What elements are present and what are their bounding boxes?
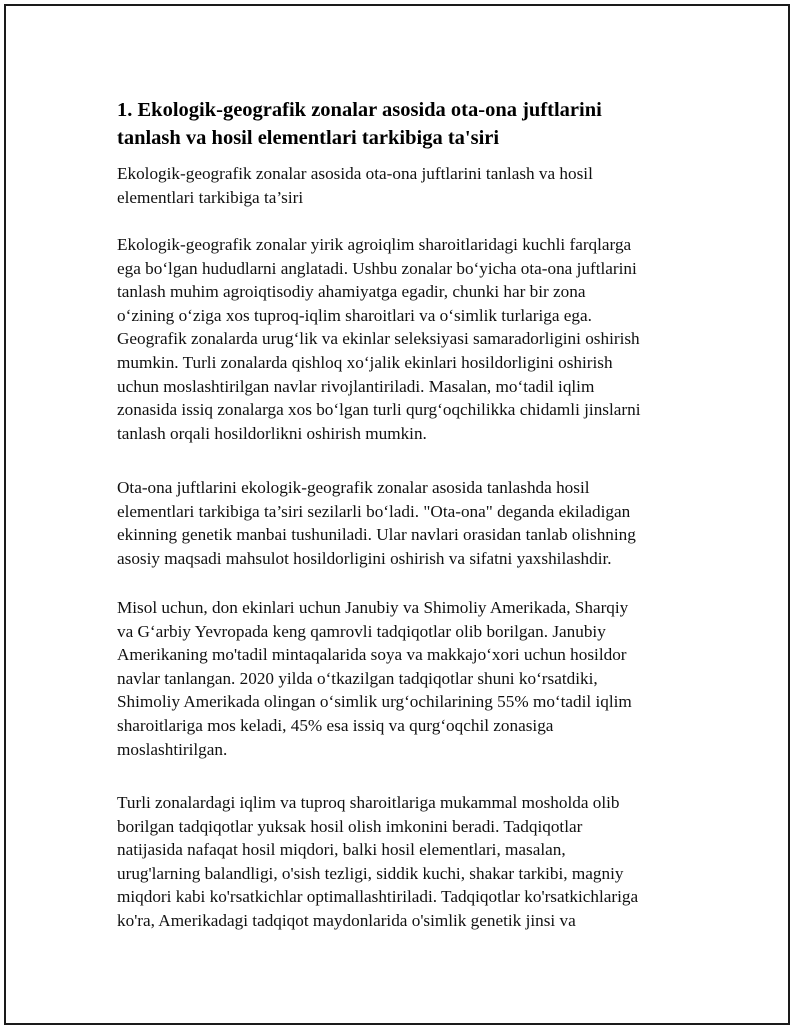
text-line: ko'ra, Amerikadagi tadqiqot maydonlarida o'simlik genetik jinsi va [117, 910, 576, 930]
text-line: asosiy maqsadi mahsulot hosildorligini oshirish va sifatni yaxshilashdir. [117, 548, 612, 568]
paragraph-subtitle [117, 162, 737, 209]
heading-line: tanlash va hosil elementlari tarkibiga ta'siri [117, 127, 500, 149]
text-line: urug'larning balandligi, o'sish tezligi, siddik kuchi, shakar tarkibi, magniy [117, 863, 624, 883]
text-line: miqdori kabi ko'rsatkichlar optimallashtiriladi. Tadqiqotlar ko'rsatkichlariga [117, 887, 639, 907]
text-line: Amerikaning mo'tadil mintaqalarida soya va makkajo‘xori uchun hosildor [117, 645, 627, 665]
text-line: natijasida nafaqat hosil miqdori, balki hosil elementlari, masalan, [117, 840, 566, 860]
text-line: Ekologik-geografik zonalar yirik agroiqlim sharoitlaridagi kuchli farqlarga [117, 235, 632, 254]
text-line: Shimoliy Amerikada olingan o‘simlik urg‘ochilarining 55% mo‘tadil iqlim [117, 692, 632, 712]
text-line: ekinning genetik manbai tushuniladi. Ular navlari orasidan tanlab olishning [117, 525, 636, 545]
paragraph-2 [117, 476, 737, 570]
text-line: elementlari tarkibiga ta’siri sezilarli bo‘ladi. "Ota-ona" deganda ekiladigan [117, 501, 631, 521]
text-line: moslashtirilgan. [117, 739, 228, 759]
text-line: Misol uchun, don ekinlari uchun Janubiy va Shimoliy Amerikada, Sharqiy [117, 598, 629, 617]
paragraph-1 [117, 233, 737, 445]
text-line: zonasida issiq zonalarga xos bo‘lgan turli qurg‘oqchilikka chidamli jinslarni [117, 400, 641, 420]
paragraph-3 [117, 596, 737, 761]
paragraph-4 [117, 791, 737, 933]
text-line: Ekologik-geografik zonalar asosida ota-ona juftlarini tanlash va hosil [117, 164, 593, 183]
text-line: navlar tanlangan. 2020 yilda o‘tkazilgan tadqiqotlar shuni ko‘rsatdiki, [117, 668, 598, 688]
text-line: Geografik zonalarda urug‘lik va ekinlar seleksiyasi samaradorligini oshirish [117, 329, 640, 349]
heading-line: 1. Ekologik-geografik zonalar asosida ota-ona juftlarini [117, 99, 602, 121]
text-line: o‘zining o‘ziga xos tuproq-iqlim sharoitlari va o‘simlik turlariga ega. [117, 305, 592, 325]
text-line: Ota-ona juftlarini ekologik-geografik zonalar asosida tanlashda hosil [117, 478, 590, 497]
text-line: borilgan tadqiqotlar yuksak hosil olish imkonini beradi. Tadqiqotlar [117, 816, 583, 836]
text-line: tanlash orqali hosildorlikni oshirish mumkin. [117, 423, 427, 443]
text-line: elementlari tarkibiga ta’siri [117, 187, 304, 207]
text-line: sharoitlariga mos keladi, 45% esa issiq va qurg‘oqchil zonasiga [117, 715, 554, 735]
section-heading [117, 96, 717, 152]
text-line: tanlash muhim agroiqtisodiy ahamiyatga egadir, chunki har bir zona [117, 282, 586, 302]
text-line: va G‘arbiy Yevropada keng qamrovli tadqiqotlar olib borilgan. Janubiy [117, 621, 606, 641]
text-line: uchun moslashtirilgan navlar rivojlantiriladi. Masalan, mo‘tadil iqlim [117, 376, 595, 396]
text-line: mumkin. Turli zonalarda qishloq xo‘jalik ekinlari hosildorligini oshirish [117, 352, 613, 372]
text-line: Turli zonalardagi iqlim va tuproq sharoitlariga mukammal mosholda olib [117, 793, 620, 812]
text-line: ega bo‘lgan hududlarni anglatadi. Ushbu zonalar bo‘yicha ota-ona juftlarini [117, 258, 637, 278]
